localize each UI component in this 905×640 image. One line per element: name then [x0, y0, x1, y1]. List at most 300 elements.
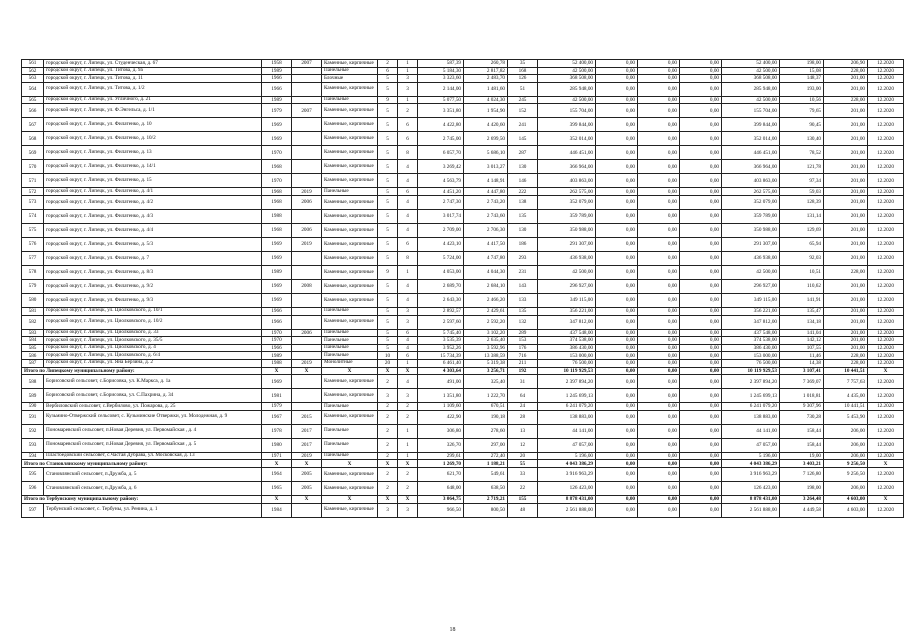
table-cell: 356 221,00 [722, 307, 780, 315]
table-cell: 0,00 [680, 359, 722, 367]
table-cell: 2 397 894,20 [722, 375, 780, 389]
table-cell: городской округ, г. Липецк, ул. Филатенко, д. 4/2 [44, 195, 262, 209]
table-cell: 1 [398, 96, 418, 104]
table-cell: Каменные, кирпичные [322, 223, 378, 237]
table-cell: 12.2020 [868, 344, 904, 352]
table-cell: 359 789,00 [538, 209, 596, 223]
table-cell: 583 [22, 329, 44, 337]
table-cell [292, 96, 322, 104]
table-cell: 562 [22, 67, 44, 75]
table-row [22, 375, 904, 389]
table-cell: 0,00 [680, 209, 722, 223]
table-cell: X [378, 367, 398, 375]
table-cell: 138 883,00 [722, 410, 780, 424]
table-cell: 0,00 [680, 174, 722, 188]
table-cell: X [262, 460, 292, 468]
table-cell: 5 196,00 [722, 452, 780, 460]
table-cell: 0,00 [596, 237, 638, 251]
table-cell: 350 988,00 [538, 223, 596, 237]
table-cell: 138 [508, 195, 538, 209]
table-row [22, 174, 904, 188]
table-cell: 3 [378, 389, 398, 403]
table-cell: 92,03 [780, 251, 824, 265]
table-cell: 2 817,82 [464, 67, 508, 75]
table-cell: городской округ, г. Липецк, ул. Циолковского, д. 10/2 [44, 315, 262, 329]
table-cell: 0,00 [638, 337, 680, 345]
table-cell: Каменные, кирпичные [322, 410, 378, 424]
table-cell: 1 245 699,13 [538, 389, 596, 403]
table-cell: 1 [398, 67, 418, 75]
table-body [22, 60, 904, 518]
table-cell: 2 [398, 104, 418, 118]
table-cell: 0,00 [596, 315, 638, 329]
table-cell: 0,00 [596, 251, 638, 265]
table-cell: X [868, 367, 904, 375]
table-cell: 0,00 [680, 460, 722, 468]
table-cell: 6 241 079,20 [722, 403, 780, 411]
table-cell: 566 [22, 104, 44, 118]
table-cell [292, 174, 322, 188]
table-cell: 78,52 [780, 146, 824, 160]
table-cell: 580 [22, 293, 44, 307]
table-cell: 4 044,30 [464, 265, 508, 279]
table-cell: Кузьмино-Отвержский сельсовет, с. Кузьминские Отвержки, ул. Молодежная, д. 9 [44, 410, 262, 424]
table-cell: 2 [398, 467, 418, 481]
table-cell: 141,91 [780, 293, 824, 307]
table-cell: 42 500,00 [722, 96, 780, 104]
table-cell: 138 883,00 [538, 410, 596, 424]
summary-row [22, 367, 904, 375]
table-cell: 0,00 [638, 75, 680, 83]
table-cell: 0,00 [638, 223, 680, 237]
table-cell [292, 160, 322, 174]
table-cell: 306,80 [418, 424, 464, 438]
table-row [22, 389, 904, 403]
table-cell: 5 184,30 [418, 67, 464, 75]
table-cell: 158,44 [780, 438, 824, 452]
table-cell: 5 [378, 174, 398, 188]
table-cell: 0,00 [680, 118, 722, 132]
table-cell: 5 [378, 188, 398, 196]
table-cell: 48 [508, 503, 538, 517]
table-cell: 3 403,21 [780, 460, 824, 468]
table-cell: 14,38 [780, 359, 824, 367]
table-cell [292, 251, 322, 265]
table-cell: 4 [398, 209, 418, 223]
table-cell: 206,90 [824, 60, 868, 68]
table-cell: 131,14 [780, 209, 824, 223]
table-cell: 291 307,00 [722, 237, 780, 251]
table-cell: 0,00 [638, 82, 680, 96]
table-cell: 4 [398, 174, 418, 188]
table-row [22, 195, 904, 209]
table-cell: 245 [508, 96, 538, 104]
table-cell: 1969 [262, 251, 292, 265]
table-cell: 1 [398, 424, 418, 438]
table-cell: 3 535,39 [418, 337, 464, 345]
table-cell: 2015 [292, 410, 322, 424]
table-cell: 2 [378, 424, 398, 438]
table-cell: 2008 [292, 279, 322, 293]
table-cell: 5 [378, 132, 398, 146]
table-cell: X [398, 367, 418, 375]
table-cell: 190,18 [464, 410, 508, 424]
table-cell: 12.2020 [868, 75, 904, 83]
summary-row [22, 460, 904, 468]
table-cell: Панельные [322, 329, 378, 337]
table-cell: Панельные [322, 67, 378, 75]
table-cell: 0,00 [638, 352, 680, 360]
table-cell: 0,00 [680, 503, 722, 517]
table-cell: 12.2020 [868, 174, 904, 188]
table-cell: 22 [508, 481, 538, 495]
table-cell: 201,00 [824, 188, 868, 196]
table-cell: X [322, 495, 378, 503]
table-cell: 1 188,21 [464, 460, 508, 468]
table-cell: 158,44 [780, 424, 824, 438]
table-cell: 3 064,75 [418, 495, 464, 503]
table-cell: 1966 [262, 315, 292, 329]
table-cell: 153 000,00 [538, 352, 596, 360]
table-cell: 0,00 [596, 96, 638, 104]
table-cell: 12.2020 [868, 96, 904, 104]
table-cell: 0,00 [680, 337, 722, 345]
table-cell: 352 014,00 [722, 132, 780, 146]
table-cell: 800,50 [464, 503, 508, 517]
table-cell: Панельные [322, 96, 378, 104]
table-cell: 201,00 [824, 251, 868, 265]
table-cell: Каменные, кирпичные [322, 389, 378, 403]
table-cell: 0,00 [680, 279, 722, 293]
table-cell: 3 017,74 [418, 209, 464, 223]
table-cell: 5 [378, 75, 398, 83]
table-cell: 5 724,00 [418, 251, 464, 265]
table-cell: 0,00 [638, 146, 680, 160]
table-cell: городской округ, г. Липецк, ул. Студенческая, д. 67 [44, 60, 262, 68]
table-cell: 241 [508, 118, 538, 132]
table-cell: 13 [508, 424, 538, 438]
table-cell: городской округ, г. Липецк, ул. Циолковского, д. 6/4 [44, 352, 262, 360]
table-cell: 2 [378, 410, 398, 424]
table-cell: 1980 [262, 438, 292, 452]
table-cell: 228,00 [824, 96, 868, 104]
table-cell: 4 043 386,29 [722, 460, 780, 468]
table-cell: 0,00 [638, 60, 680, 68]
table-cell [292, 75, 322, 83]
table-cell: 0,00 [638, 438, 680, 452]
table-cell: 222 [508, 188, 538, 196]
table-cell: 4 451,20 [418, 188, 464, 196]
table-cell: 0,00 [680, 307, 722, 315]
table-cell: 1966 [262, 344, 292, 352]
table-cell: 148,37 [780, 75, 824, 83]
table-cell: городской округ, г. Липецк, ул. Филатенко, д. 9/2 [44, 279, 262, 293]
table-cell: городской округ, г. Липецк, ул. Циолковского, д. 4 [44, 344, 262, 352]
table-cell: 0,00 [596, 344, 638, 352]
table-cell: 2 689,70 [418, 279, 464, 293]
table-cell: 1 018,81 [780, 389, 824, 403]
table-cell: Панельные [322, 403, 378, 411]
table-cell: 198,00 [780, 60, 824, 68]
table-cell: 4 747,80 [464, 251, 508, 265]
table-cell: 0,00 [638, 67, 680, 75]
table-cell: 2 747,30 [418, 195, 464, 209]
table-cell: 0,00 [680, 82, 722, 96]
table-cell: 0,00 [638, 118, 680, 132]
table-cell: 12 [508, 438, 538, 452]
table-cell: 0,00 [680, 352, 722, 360]
table-cell: городской округ, г. Липецк, ул. Титова, д. 9а [44, 67, 262, 75]
table-cell: 2 699,50 [464, 132, 508, 146]
table-row [22, 329, 904, 337]
table-cell: Монолитные [322, 359, 378, 367]
table-cell: 129,69 [780, 223, 824, 237]
table-cell: 12.2020 [868, 209, 904, 223]
table-cell: 573 [22, 195, 44, 209]
table-cell: Панельные [322, 307, 378, 315]
table-cell [292, 307, 322, 315]
table-cell: 577 [22, 251, 44, 265]
table-cell: 366 964,00 [722, 160, 780, 174]
table-cell: 2 [378, 438, 398, 452]
table-cell: 574 [22, 209, 44, 223]
table-cell [292, 293, 322, 307]
table-cell: Панельные [322, 352, 378, 360]
table-cell: 146 [508, 174, 538, 188]
table-cell: 3 351,80 [418, 104, 464, 118]
table-cell: 596 [22, 481, 44, 495]
table-cell: 0,00 [680, 188, 722, 196]
table-cell: 2 [378, 403, 398, 411]
table-cell: 110,62 [780, 279, 824, 293]
table-cell: 6 461,40 [418, 359, 464, 367]
table-row [22, 403, 904, 411]
table-cell: 0,00 [596, 265, 638, 279]
table-cell: городской округ, г. Липецк, ул. Филатенко, д. 5/3 [44, 237, 262, 251]
table-cell: Каменные, кирпичные [322, 209, 378, 223]
table-cell: 347 812,00 [538, 315, 596, 329]
table-cell: Каменные, кирпичные [322, 82, 378, 96]
table-cell: 12.2020 [868, 104, 904, 118]
table-cell: 2019 [292, 237, 322, 251]
table-cell: 285 948,00 [722, 82, 780, 96]
table-cell: 5 [378, 315, 398, 329]
table-cell: 0,00 [596, 352, 638, 360]
table-cell: Становлянский сельсовет, п.Дружба, д. 5 [44, 467, 262, 481]
table-cell: 0,00 [596, 367, 638, 375]
table-cell: 589 [22, 389, 44, 403]
summary-label: Итого по Тербунскому муниципальному району: [22, 495, 262, 503]
table-cell: 262 575,00 [722, 188, 780, 196]
table-cell: 12.2020 [868, 118, 904, 132]
table-cell: 0,00 [638, 251, 680, 265]
table-cell: Панельные [322, 452, 378, 460]
table-cell: 299,61 [418, 452, 464, 460]
table-cell: 135 [508, 209, 538, 223]
table-cell: Панельные [322, 344, 378, 352]
table-cell: 260,78 [464, 60, 508, 68]
table-cell: 0,00 [680, 237, 722, 251]
table-cell: 9 256,50 [824, 467, 868, 481]
table-cell: 3 269,42 [418, 160, 464, 174]
table-cell: 591 [22, 410, 44, 424]
table-cell: X [292, 495, 322, 503]
table-cell: 2 892,57 [418, 307, 464, 315]
table-cell: 0,00 [638, 344, 680, 352]
table-cell: 374 538,00 [538, 337, 596, 345]
table-row [22, 438, 904, 452]
table-cell: 15,08 [780, 67, 824, 75]
table-cell: 0,00 [596, 174, 638, 188]
summary-label: Итого по Становлянскому муниципальному району: [22, 460, 262, 468]
table-cell: 1 [398, 359, 418, 367]
table-cell: Каменные, кирпичные [322, 237, 378, 251]
table-cell: 0,00 [596, 279, 638, 293]
table-cell: 4 435,00 [824, 389, 868, 403]
table-cell: городской округ, г. Липецк, ул. Титова, д. 1/2 [44, 82, 262, 96]
table-cell: 564 [22, 82, 44, 96]
table-cell: 4 449,58 [780, 503, 824, 517]
table-cell: 0,00 [680, 495, 722, 503]
table-cell: 42 500,00 [538, 67, 596, 75]
table-row [22, 82, 904, 96]
table-cell [292, 337, 322, 345]
summary-label: Итого по Липецкому муниципальному району: [22, 367, 262, 375]
table-cell: 287 [508, 146, 538, 160]
table-cell: 585 [22, 344, 44, 352]
table-cell: 12.2020 [868, 452, 904, 460]
table-row [22, 188, 904, 196]
table-cell: 2 466,20 [464, 293, 508, 307]
table-cell: 561 [22, 60, 44, 68]
table-row [22, 209, 904, 223]
table-cell: 130 [508, 223, 538, 237]
table-cell: 231 [508, 265, 538, 279]
table-cell: 5 [378, 307, 398, 315]
table-cell: 293 [508, 251, 538, 265]
table-cell: Каменные, кирпичные [322, 315, 378, 329]
table-cell: X [262, 367, 292, 375]
table-cell: 0,00 [596, 209, 638, 223]
table-cell: 0,00 [596, 389, 638, 403]
table-cell: 0,00 [638, 132, 680, 146]
table-cell: Каменные, кирпичные [322, 279, 378, 293]
table-row [22, 337, 904, 345]
table-cell: 5 319,38 [464, 359, 508, 367]
table-cell: 0,00 [638, 265, 680, 279]
table-cell: 7 369,07 [780, 375, 824, 389]
table-cell: 588 [22, 375, 44, 389]
table-cell: 13 388,59 [464, 352, 508, 360]
table-cell: 2 144,00 [418, 82, 464, 96]
table-row [22, 307, 904, 315]
table-cell: 0,00 [638, 367, 680, 375]
table-cell: 0,00 [680, 389, 722, 403]
table-cell: 0,00 [680, 452, 722, 460]
table-cell: 597 [22, 503, 44, 517]
table-cell: 0,00 [638, 329, 680, 337]
table-cell: 297,00 [464, 438, 508, 452]
table-cell: 76 500,00 [722, 359, 780, 367]
table-cell: 201,00 [824, 337, 868, 345]
table-cell [292, 503, 322, 517]
table-cell: 10,51 [780, 265, 824, 279]
table-cell: 7 757,63 [824, 375, 868, 389]
table-cell: 285 948,00 [538, 82, 596, 96]
table-cell: 0,00 [596, 195, 638, 209]
table-cell [292, 132, 322, 146]
table-cell: Пономаревский сельсовет, п.Новая Деревня, ул. Первомайская , д. 4 [44, 424, 262, 438]
table-cell: 0,00 [596, 293, 638, 307]
table-cell: 1984 [262, 503, 292, 517]
table-cell: 3 952,26 [418, 344, 464, 352]
table-cell: городской округ, г. Липецк, ул. Филатенко, д. 9/3 [44, 293, 262, 307]
table-cell: 5 745,40 [418, 329, 464, 337]
table-cell: 4 043 386,29 [538, 460, 596, 468]
table-row [22, 503, 904, 517]
table-cell: 366 964,00 [538, 160, 596, 174]
table-cell: 90,45 [780, 118, 824, 132]
table-cell: Панельные [322, 337, 378, 345]
table-cell: 0,00 [680, 75, 722, 83]
table-cell: 0,00 [638, 495, 680, 503]
table-cell: 565 [22, 96, 44, 104]
table-cell: Вербиловский сельсовет, с.Вербилово, ул. Пожарова, д. 25 [44, 403, 262, 411]
table-cell: 12.2020 [868, 195, 904, 209]
table-cell: 356 221,00 [538, 307, 596, 315]
table-cell: Панельные [322, 424, 378, 438]
table-row [22, 223, 904, 237]
table-cell: Каменные, кирпичные [322, 467, 378, 481]
table-row [22, 359, 904, 367]
table-cell: городской округ, г. Липецк, ул. Яна Берзина, д. 2 [44, 359, 262, 367]
table-cell: 5 [378, 344, 398, 352]
table-cell: 4 [398, 160, 418, 174]
table-cell: Каменные, кирпичные [322, 174, 378, 188]
table-cell: 201,00 [824, 118, 868, 132]
table-cell: Блочные [322, 75, 378, 83]
table-cell: 638,50 [464, 481, 508, 495]
table-cell: 6 [398, 118, 418, 132]
table-cell: 201,00 [824, 307, 868, 315]
table-cell: 2 561 888,00 [538, 503, 596, 517]
table-cell: 5 077,50 [418, 96, 464, 104]
table-cell: 0,00 [638, 293, 680, 307]
table-cell [292, 403, 322, 411]
table-cell: 590 [22, 403, 44, 411]
table-cell: 2 745,00 [418, 132, 464, 146]
table-cell: 201,00 [824, 146, 868, 160]
table-cell: 20 [378, 359, 398, 367]
table-cell: 446 451,00 [722, 146, 780, 160]
table-cell: 325,40 [464, 375, 508, 389]
table-cell: Каменные, кирпичные [322, 265, 378, 279]
table-cell: 12.2020 [868, 237, 904, 251]
table-cell: 2 635,40 [464, 337, 508, 345]
table-cell: 6 241 079,20 [538, 403, 596, 411]
table-cell: 5 453,90 [824, 410, 868, 424]
table-cell: 0,00 [638, 315, 680, 329]
table-cell: 6 [378, 67, 398, 75]
table-cell: 2 706,30 [464, 223, 508, 237]
table-cell: 368 508,00 [538, 75, 596, 83]
table-cell: 1981 [262, 389, 292, 403]
table-cell: 0,00 [596, 75, 638, 83]
table-cell: 0,00 [638, 188, 680, 196]
table-cell: 349 115,00 [722, 293, 780, 307]
table-cell: 201,00 [824, 223, 868, 237]
table-cell: 4 447,80 [464, 188, 508, 196]
